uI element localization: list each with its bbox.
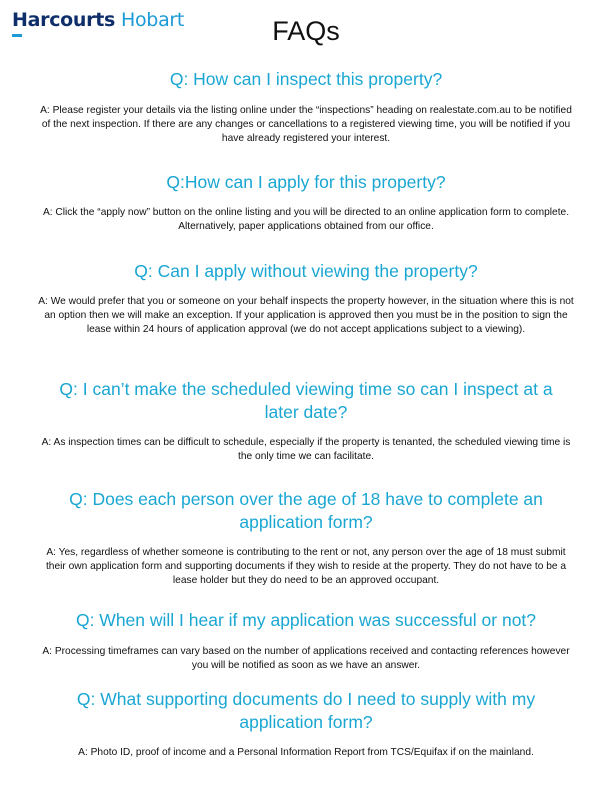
faq-answer-1: A: Please register your details via the listing online under the “inspections” heading on realestate.com.au to be notified of the next inspection. If there are any changes or cancellations to a registered viewing time, you will be notified if you have already registered your interest. [40, 105, 572, 144]
faq-question-3: Q: Can I apply without viewing the property? [134, 261, 478, 281]
faq-question-7: Q: What supporting documents do I need to supply with my application form? [76, 689, 536, 732]
faq-answer-6: A: Processing timeframes can vary based on the number of applications received and contacting references however you will be notified as soon as we have an answer. [42, 646, 570, 671]
page-title: FAQs [272, 16, 340, 46]
faq-question-6: Q: When will I hear if my application was successful or not? [75, 610, 537, 630]
faq-question-4: Q: I can’t make the scheduled viewing time so can I inspect at a later date? [59, 379, 553, 422]
faq-answer-7: A: Photo ID, proof of income and a Personal Information Report from TCS/Equifax if on the mainland. [78, 747, 534, 758]
logo-office: Hobart [121, 9, 185, 31]
logo-brand: Harcourts [12, 9, 115, 31]
faq-question-2: Q:How can I apply for this property? [166, 172, 446, 192]
faq-question-5: Q: Does each person over the age of 18 have to complete an application form? [69, 489, 543, 532]
faq-answer-3: A: We would prefer that you or someone on your behalf inspects the property however, in the situation where this is not an option then we will make an exception. If your application is approved then you must be in the position to sign the lease within 24 hours of application approval (we do not accept applications subject to a viewing). [38, 296, 574, 335]
faq-answer-2: A: Click the “apply now” button on the online listing and you will be directed to an online application form to complete. Alternatively, paper applications obtained from our office. [42, 207, 570, 232]
faq-question-1: Q: How can I inspect this property? [169, 69, 443, 89]
faq-answer-5: A: Yes, regardless of whether someone is contributing to the rent or not, any person over the age of 18 must submit their own application form and supporting documents if they wish to reside at the property. They do not have to be a lease holder but they do need to be an approved occupant. [45, 547, 567, 586]
faq-answer-4: A: As inspection times can be difficult to schedule, especially if the property is tenanted, the scheduled viewing time is the only time we can facilitate. [41, 437, 571, 462]
